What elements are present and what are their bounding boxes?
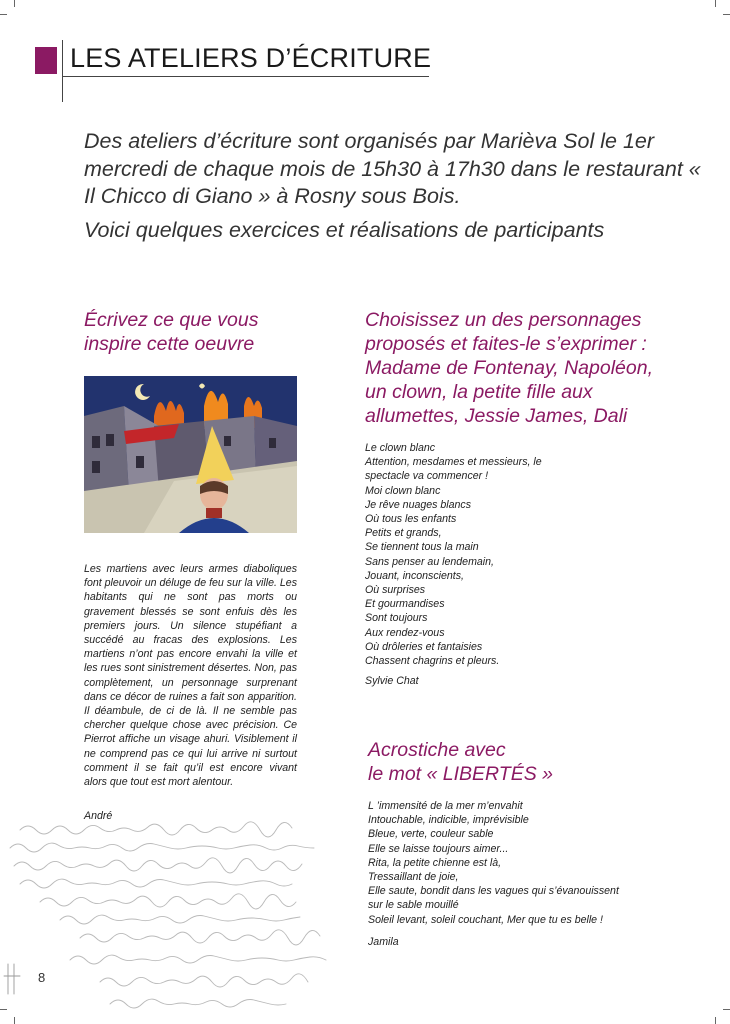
poem-line: Sont toujours (365, 612, 428, 625)
page-title: LES ATELIERS D’ÉCRITURE (70, 43, 432, 73)
acrostic-heading-line1: Acrostiche avec (368, 739, 506, 761)
right-author: Sylvie Chat (365, 675, 419, 687)
poem-line: Se tiennent tous la main (365, 541, 479, 554)
poem-line: Aux rendez-vous (365, 626, 445, 639)
poem-line: spectacle va commencer ! (365, 470, 489, 483)
header-accent-square (35, 47, 57, 74)
poem-line: Elle se laisse toujours aimer... (368, 842, 509, 855)
right-heading: Choisissez un des personnages proposés et faites-le s’exprimer : Madame de Fontenay, Napoléon, un clown, la petite fille aux allumettes, Jessie James, Dali (365, 309, 653, 427)
poem-line: Petits et grands, (365, 527, 442, 540)
acrostic-heading-line2: le mot « LIBERTÉS » (368, 763, 553, 785)
poem-line: Où surprises (365, 584, 426, 597)
poem-line: Moi clown blanc (365, 484, 441, 497)
poem-line: Rita, la petite chienne est là, (368, 856, 502, 869)
poem-line: Elle saute, bondit dans les vagues qui s’évanouissent (368, 885, 619, 898)
poem-line: Jouant, inconscients, (365, 569, 464, 582)
crop-mark (0, 14, 7, 15)
left-body-text: Les martiens avec leurs armes diaboliques font pleuvoir un déluge de feu sur la ville. Les habitants qui ne sont pas morts ou gravement blessés se sont enfuis dès les premiers jours. Un silence stupéfiant a succédé au fracas des explosions. Les martiens n’ont pas encore envahi la ville et les rues sont sinistrement désertes. Non, pas complètement, un personnage surprenant dans ce décor de ruines a fait son apparition. Il déambule, de ci de là. Il ne semble pas chercher quelque chose avec précision. Ce Pierrot affiche un visage ahuri. Visiblement il ne comprend pas ce qui lui arrive ni surtout comment il se fait qu’il est encore vivant alors que tout est mort alentour. (84, 563, 297, 789)
poem-line: Bleue, verte, couleur sable (368, 828, 494, 841)
header-horizontal-rule (62, 76, 429, 77)
poem-line: L ’immensité de la mer m’envahit (368, 800, 523, 812)
header-vertical-rule (62, 40, 63, 102)
poem-line: Intouchable, indicible, imprévisible (368, 814, 529, 827)
acrostic-author: Jamila (368, 936, 399, 948)
clown-poem (365, 441, 542, 668)
intro-subtitle: Voici quelques exercices et réalisations de participants (84, 217, 605, 242)
crop-mark (723, 1009, 730, 1010)
page-number: 8 (38, 970, 46, 985)
poem-line: Où drôleries et fantaisies (365, 640, 483, 653)
handwriting-decoration (0, 790, 410, 1024)
poem-line: Le clown blanc (365, 442, 436, 454)
poem-line: sur le sable mouillé (368, 899, 459, 912)
crop-mark (715, 0, 716, 7)
poem-line: Et gourmandises (365, 598, 445, 611)
poem-line: Attention, mesdames et messieurs, le (365, 456, 542, 469)
poem-line: Chassent chagrins et pleurs. (365, 655, 500, 668)
crop-mark (715, 1017, 716, 1024)
intro (84, 128, 704, 244)
poem-line: Soleil levant, soleil couchant, Mer que tu es belle ! (368, 913, 603, 926)
poem-line: Je rêve nuages blancs (365, 498, 472, 511)
left-author: André (84, 810, 113, 822)
intro-paragraph: Des ateliers d’écriture sont organisés par Marièva Sol le 1er mercredi de chaque mois de 15h30 à 17h30 dans le restaurant « Il Chicco di Giano » à Rosny sous Bois. (84, 129, 701, 208)
poem-line: Où tous les enfants (365, 513, 457, 526)
acrostic-heading (368, 738, 553, 786)
poem-line: Sans penser au lendemain, (365, 555, 494, 568)
poem-line: Tressaillant de joie, (368, 871, 459, 884)
crop-mark (14, 0, 15, 7)
painting-image (84, 376, 297, 533)
left-heading: Écrivez ce que vous inspire cette oeuvre (84, 309, 259, 355)
crop-mark (723, 14, 730, 15)
